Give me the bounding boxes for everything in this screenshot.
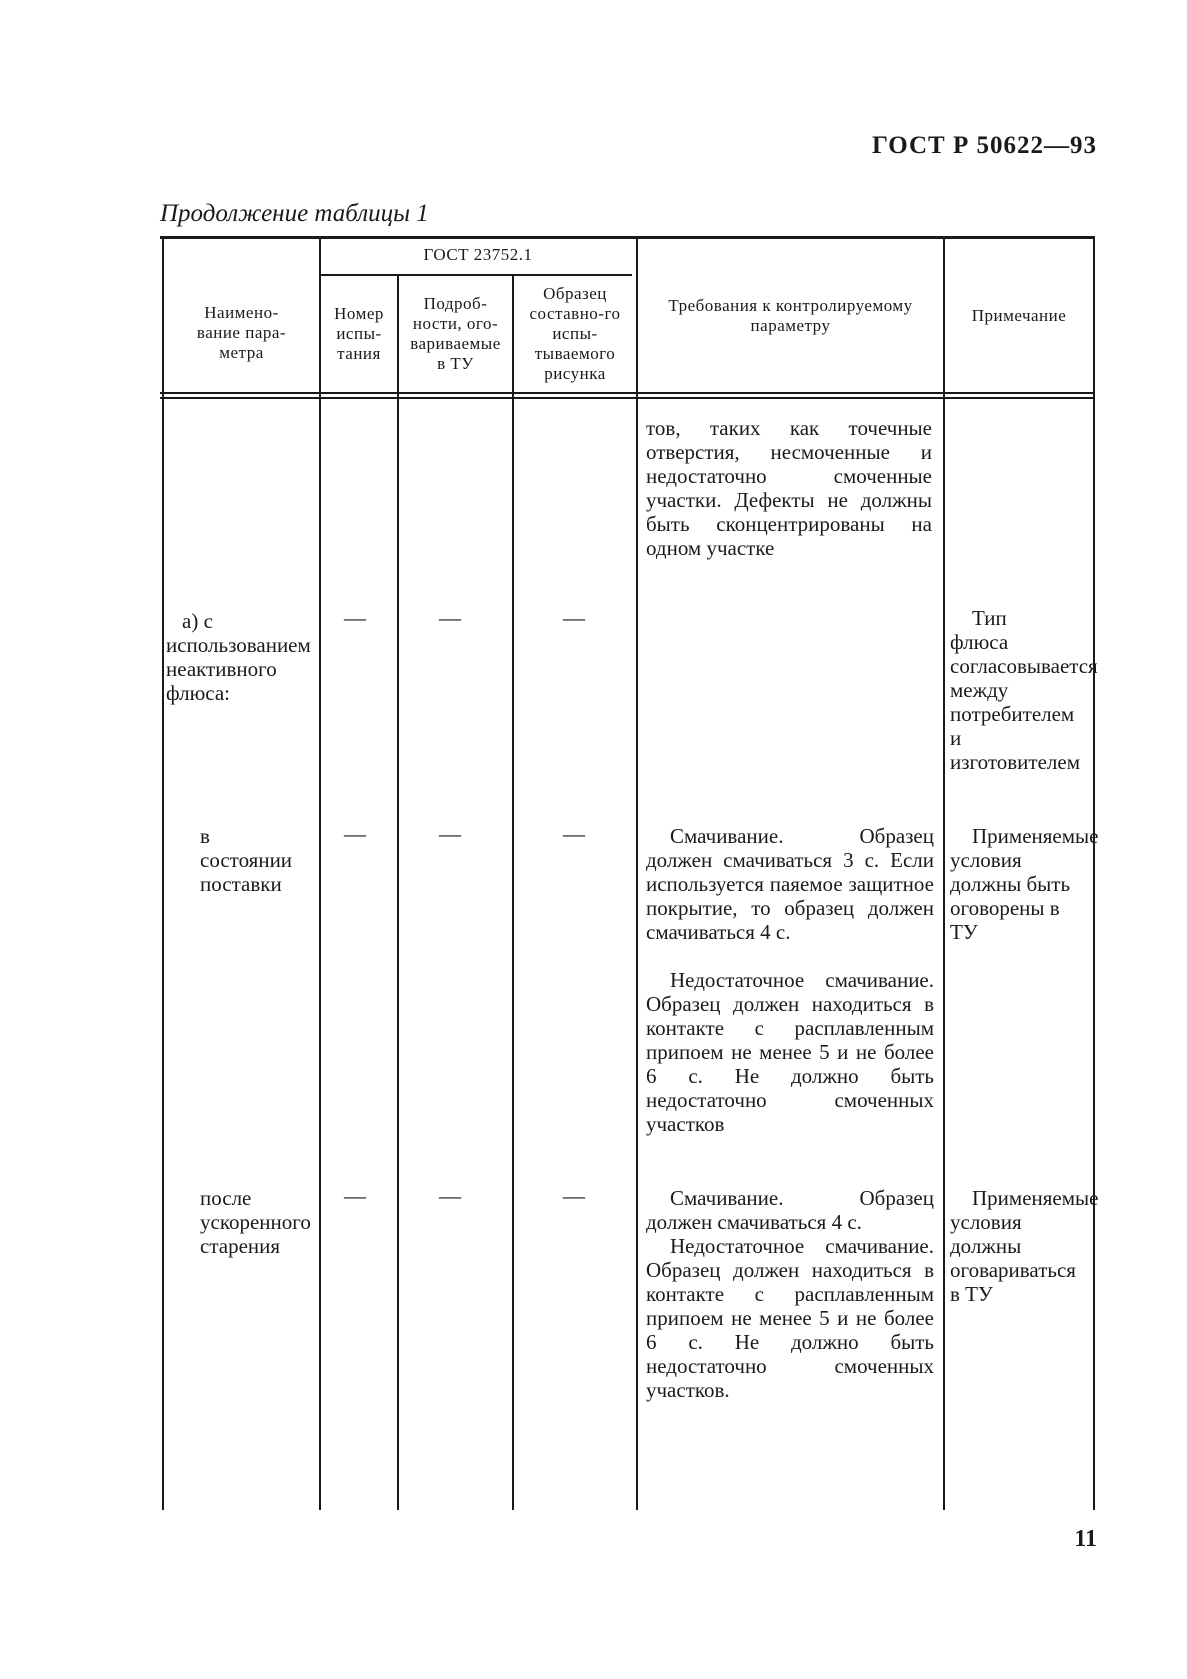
header-requirements bbox=[638, 240, 943, 392]
header-test-number bbox=[321, 276, 397, 392]
row-3-sample: — bbox=[563, 1183, 585, 1208]
row-0-requirements: тов, таких как точечные отверстия, несмоченные и недостаточно смоченные участки. Дефекты не должны быть сконцентрированы на одном участке bbox=[646, 416, 932, 560]
row-3-requirements-wetting: Смачивание. Образец должен смачиваться 4 с. bbox=[646, 1186, 934, 1234]
header-sample bbox=[514, 276, 636, 392]
row-2-name: в состоянии поставки bbox=[200, 824, 293, 896]
col-border-5 bbox=[943, 236, 945, 1510]
row-2-requirements-wetting: Смачивание. Образец должен смачиваться 3 с. Если используется паяемое защитное покрытие, то образец должен смачиваться 4 с. bbox=[646, 824, 934, 944]
header-requirements-text: Требования к контролируемому параметру bbox=[668, 296, 913, 335]
col-border-1 bbox=[319, 236, 321, 1510]
row-3-test-number: — bbox=[344, 1183, 366, 1208]
row-3-name: после ускоренного старения bbox=[200, 1186, 311, 1258]
col-border-left bbox=[162, 236, 164, 1510]
header-note bbox=[945, 240, 1093, 392]
row-3-details-tu: — bbox=[439, 1183, 461, 1208]
row-3-note: Применяемые условия должны оговариваться в ТУ bbox=[950, 1186, 1099, 1306]
col-border-4 bbox=[636, 236, 638, 1510]
col-border-right bbox=[1093, 236, 1095, 1510]
row-3-requirements-dewetting: Недостаточное смачивание. Образец должен находиться в контакте с расплавленным припоем не менее 5 и не более 6 с. Не должно быть недостаточно смоченных участков. bbox=[646, 1234, 934, 1402]
row-1-note: Тип флюса согласовывается между потребителем и изготовителем bbox=[950, 606, 1098, 774]
col-border-3 bbox=[512, 274, 514, 1510]
header-sample-text: Образец составно-го испы-тываемого рисунка bbox=[529, 284, 621, 383]
header-test-number-text: Номер испы-тания bbox=[334, 304, 384, 363]
row-1-name: а) с использованием неактивного флюса: bbox=[166, 609, 311, 705]
header-bottom-rule bbox=[160, 392, 1095, 394]
row-2-sample: — bbox=[563, 821, 585, 846]
header-details-tu-text: Подроб-ности, ого-вариваемые в ТУ bbox=[410, 294, 501, 373]
header-parameter-name-text: Наимено-вание пара-метра bbox=[196, 303, 287, 362]
row-2-details-tu: — bbox=[439, 821, 461, 846]
header-group-gost: ГОСТ 23752.1 bbox=[423, 245, 533, 264]
header-details-tu bbox=[399, 276, 512, 392]
row-2-note: Применяемые условия должны быть оговорены в ТУ bbox=[950, 824, 1099, 944]
page-number: 11 bbox=[1074, 1526, 1097, 1552]
document-header: ГОСТ Р 50622—93 bbox=[871, 132, 1097, 159]
row-2-requirements-dewetting: Недостаточное смачивание. Образец должен находиться в контакте с расплавленным припоем не менее 5 и не более 6 с. Не должно быть недостаточно смоченных участков bbox=[646, 968, 934, 1136]
table-continuation-label: Продолжение таблицы 1 bbox=[160, 200, 429, 227]
header-bottom-rule-2 bbox=[160, 397, 1095, 399]
row-2-test-number: — bbox=[344, 821, 366, 846]
col-border-2 bbox=[397, 274, 399, 1510]
row-1-details-tu: — bbox=[439, 605, 461, 630]
row-1-sample: — bbox=[563, 605, 585, 630]
parameters-table bbox=[160, 236, 1099, 1510]
header-note-text: Примечание bbox=[971, 306, 1067, 325]
row-1-test-number: — bbox=[344, 605, 366, 630]
table-top-border bbox=[160, 236, 1095, 239]
header-parameter-name bbox=[164, 274, 319, 392]
